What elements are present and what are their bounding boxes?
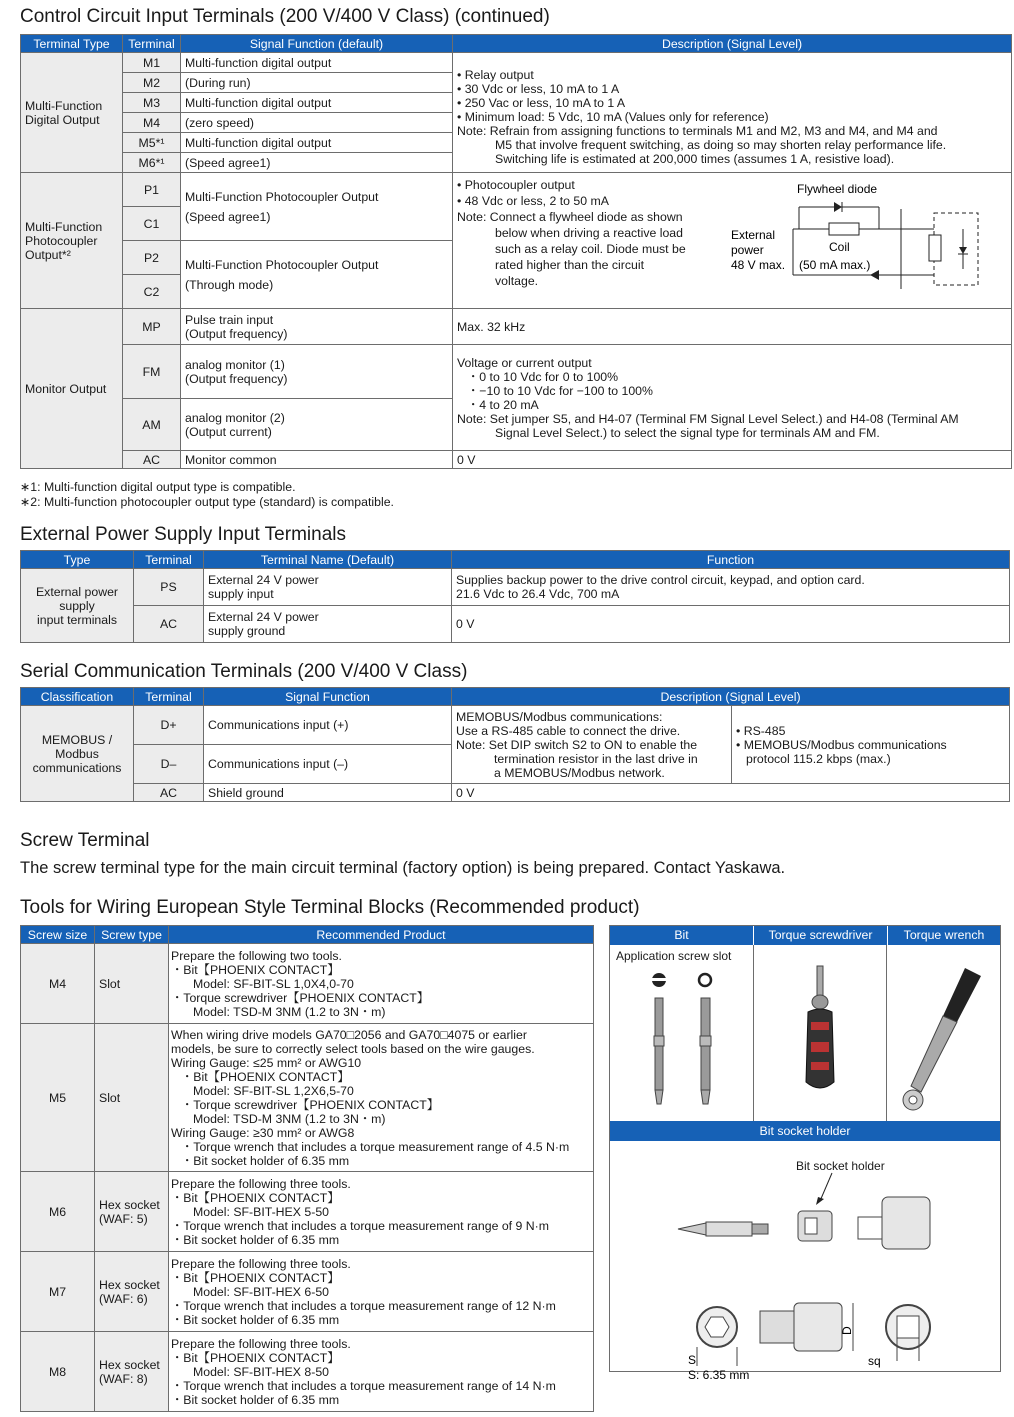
col-terminal: Terminal (134, 688, 204, 706)
col-classification: Classification (21, 688, 134, 706)
serial-table (20, 687, 1010, 802)
terminal-mp: MP (123, 309, 181, 345)
am-func: analog monitor (2) (Output current) (181, 399, 453, 451)
tools-row (21, 1332, 594, 1412)
mfdo-func: Multi-function digital output (181, 93, 453, 113)
terminal-m5: M5*¹ (123, 133, 181, 153)
monitor-desc: Voltage or current output ・0 to 10 Vdc for 0 to 100% ・−10 to 10 Vdc for −100 to 100% ・4 to 20 mA Note: Set jumper S5, and H4-07 (Terminal FM Signal Level Select.) and H4-08 (Terminal AM Signal Level Select.) to select the signal type for terminals AM and FM. (453, 345, 1012, 451)
dminus-func: Communications input (–) (204, 745, 452, 784)
terminal-ac: AC (134, 784, 204, 802)
terminal-c2: C2 (123, 275, 181, 309)
tools-row (21, 944, 594, 1024)
mfpo-type: Multi-Function Photocoupler Output*² (21, 173, 123, 309)
control-heading: Control Circuit Input Terminals (200 V/400 V Class) (continued) (20, 6, 550, 27)
recommended-product: Prepare the following two tools. ・Bit【PHOENIX CONTACT】 Model: SF-BIT-SL 1,0X4,0-70 ・Torque screwdriver【PHOENIX CONTACT】 Model: TSD-M 3NM (1.2 to 3N・m) (169, 944, 594, 1024)
mfdo-type: Multi-Function Digital Output (21, 53, 123, 173)
terminal-m6: M6*¹ (123, 153, 181, 173)
bit-socket-holder-image (610, 1151, 1000, 1382)
external-heading: External Power Supply Input Terminals (20, 524, 346, 545)
external-table (20, 550, 1010, 643)
mfdo-func: (zero speed) (181, 113, 453, 133)
screw-type: Slot (95, 944, 169, 1024)
screw-type: Hex socket (WAF: 6) (95, 1252, 169, 1332)
control-table (20, 34, 1012, 469)
ac-func: Monitor common (181, 451, 453, 469)
terminal-m2: M2 (123, 73, 181, 93)
mfdo-desc: • Relay output • 30 Vdc or less, 10 mA to 1 A • 250 Vac or less, 10 mA to 1 A • Minimum load: 5 Vdc, 10 mA (Values only for reference) Note: Refrain from assigning functions to terminals M1 and M2, M3 and M4, and M4 and M5 that involve frequent switching, as doing so may shorten relay performance life. Switching life is estimated at 200,000 times (assumes 1 A, resistive load). (453, 53, 1012, 173)
screw-size: M6 (21, 1172, 95, 1252)
terminal-m4: M4 (123, 113, 181, 133)
terminal-p2: P2 (123, 241, 181, 275)
terminal-c1: C1 (123, 207, 181, 241)
socket-label: Bit socket holder (796, 1159, 885, 1173)
mp-desc: Max. 32 kHz (453, 309, 1012, 345)
mfpo-func-2: Multi-Function Photocoupler Output (Through mode) (181, 241, 453, 309)
external-type: External power supply input terminals (21, 569, 134, 643)
col-screw-type: Screw type (95, 926, 169, 944)
tools-row (21, 1252, 594, 1332)
svg-text:power: power (731, 243, 764, 257)
screw-size: M7 (21, 1252, 95, 1332)
mfdo-func: (Speed agree1) (181, 153, 453, 173)
ac-func: 0 V (452, 606, 1010, 643)
torque-wrench-image (887, 962, 1001, 1122)
bit-socket-holder-header: Bit socket holder (610, 1121, 1000, 1141)
serial-desc-right: • RS-485 • MEMOBUS/Modbus communications protocol 115.2 kbps (max.) (732, 706, 1010, 784)
screw-type: Hex socket (WAF: 8) (95, 1332, 169, 1412)
screw-size: M5 (21, 1024, 95, 1172)
svg-text:S: 6.35 mm: S: 6.35 mm (688, 1368, 750, 1382)
svg-text:48 V max.: 48 V max. (731, 258, 786, 272)
mfdo-func: Multi-function digital output (181, 133, 453, 153)
recommended-product: Prepare the following three tools. ・Bit【PHOENIX CONTACT】 Model: SF-BIT-HEX 8-50 ・Torque wrench that includes a torque measurement range of 14 N·m ・Bit socket holder of 6.35 mm (169, 1332, 594, 1412)
terminal-ps: PS (134, 569, 204, 606)
bit-image (610, 962, 753, 1122)
col-terminal-name: Terminal Name (Default) (204, 551, 452, 569)
shield-func: Shield ground (204, 784, 452, 802)
col-terminal: Terminal (134, 551, 204, 569)
tool-images-panel (609, 925, 1001, 1382)
serial-heading: Serial Communication Terminals (200 V/400 V Class) (20, 661, 468, 682)
svg-text:Coil: Coil (829, 240, 850, 254)
col-function: Function (452, 551, 1010, 569)
terminal-p1: P1 (123, 173, 181, 207)
footnote-1: ∗1: Multi-function digital output type is compatible. (20, 480, 296, 494)
recommended-product: When wiring drive models GA70□2056 and GA70□4075 or earlier models, be sure to correctly select tools based on the wire gauges. Wiring Gauge: ≤25 mm² or AWG10 ・Bit【PHOENIX CONTACT】 Model: SF-BIT-SL 1,2X6,5-70 ・Torque screwdriver【PHOENIX CONTACT】 Model: TSD-M 3NM (1.2 to 3N・m) Wiring Gauge: ≥30 mm² or AWG8 ・Torque wrench that includes a torque measurement range of 4.5 N·m ・Bit socket holder of 6.35 mm (169, 1024, 594, 1172)
terminal-m1: M1 (123, 53, 181, 73)
mfpo-desc: • Photocoupler output • 48 Vdc or less, 2 to 50 mA Note: Connect a flywheel diode as shown below when driving a reactive load such as a relay coil. Diode must be rated higher than the circuit voltage. Flywheel diode Coil External power 48 V max. (50 mA max.) (453, 173, 1012, 309)
terminal-fm: FM (123, 345, 181, 399)
col-description: Description (Signal Level) (452, 688, 1010, 706)
col-terminal-type: Terminal Type (21, 35, 123, 53)
col-description: Description (Signal Level) (453, 35, 1012, 53)
ps-name: External 24 V power supply input (204, 569, 452, 606)
ps-func: Supplies backup power to the drive control circuit, keypad, and option card. 21.6 Vdc to 26.4 Vdc, 700 mA (452, 569, 1010, 606)
terminal-dminus: D– (134, 745, 204, 784)
svg-text:Flywheel diode: Flywheel diode (797, 182, 878, 196)
terminal-ac: AC (123, 451, 181, 469)
ac-desc: 0 V (453, 451, 1012, 469)
footnotes (20, 480, 394, 510)
svg-text:(50 mA max.): (50 mA max.) (799, 258, 871, 272)
svg-text:S: S (688, 1353, 697, 1367)
mfpo-func-1: Multi-Function Photocoupler Output (Speed agree1) (181, 173, 453, 241)
dplus-func: Communications input (+) (204, 706, 452, 745)
screw-size: M8 (21, 1332, 95, 1412)
svg-text:External: External (731, 228, 776, 242)
screw-size: M4 (21, 944, 95, 1024)
terminal-dplus: D+ (134, 706, 204, 745)
slot-label: Application screw slot (616, 949, 732, 963)
bit-header: Bit (610, 926, 754, 945)
screw-text: The screw terminal type for the main circuit terminal (factory option) is being prepared. Contact Yaskawa. (20, 859, 786, 877)
flywheel-diode-diagram (729, 179, 999, 299)
mp-func: Pulse train input (Output frequency) (181, 309, 453, 345)
recommended-product: Prepare the following three tools. ・Bit【PHOENIX CONTACT】 Model: SF-BIT-HEX 6-50 ・Torque wrench that includes a torque measurement range of 12 N·m ・Bit socket holder of 6.35 mm (169, 1252, 594, 1332)
terminal-m3: M3 (123, 93, 181, 113)
col-signal-function: Signal Function (204, 688, 452, 706)
col-type: Type (21, 551, 134, 569)
screw-type: Slot (95, 1024, 169, 1172)
mfdo-func: Multi-function digital output (181, 53, 453, 73)
footnote-2: ∗2: Multi-function photocoupler output type (standard) is compatible. (20, 495, 394, 509)
terminal-ac: AC (134, 606, 204, 643)
serial-desc-left: MEMOBUS/Modbus communications: Use a RS-485 cable to connect the drive. Note: Set DIP switch S2 to ON to enable the termination resistor in the last drive in a MEMOBUS/Modbus network. (452, 706, 732, 784)
screw-type: Hex socket (WAF: 5) (95, 1172, 169, 1252)
screw-heading: Screw Terminal (20, 830, 150, 851)
recommended-product: Prepare the following three tools. ・Bit【PHOENIX CONTACT】 Model: SF-BIT-HEX 5-50 ・Torque wrench that includes a torque measurement range of 9 N·m ・Bit socket holder of 6.35 mm (169, 1172, 594, 1252)
terminal-am: AM (123, 399, 181, 451)
col-screw-size: Screw size (21, 926, 95, 944)
torque-screwdriver-header: Torque screwdriver (754, 926, 888, 945)
tools-heading: Tools for Wiring European Style Terminal Blocks (Recommended product) (20, 897, 640, 918)
shield-desc: 0 V (452, 784, 1010, 802)
col-signal-function: Signal Function (default) (181, 35, 453, 53)
mfdo-func: (During run) (181, 73, 453, 93)
torque-wrench-header: Torque wrench (903, 928, 985, 942)
tools-row (21, 1024, 594, 1172)
ac-name: External 24 V power supply ground (204, 606, 452, 643)
monitor-type: Monitor Output (21, 309, 123, 469)
torque-screwdriver-image (754, 962, 887, 1122)
svg-text:D: D (840, 1326, 854, 1335)
tools-row (21, 1172, 594, 1252)
serial-classification: MEMOBUS / Modbus communications (21, 706, 134, 802)
col-recommended-product: Recommended Product (169, 926, 594, 944)
col-terminal: Terminal (123, 35, 181, 53)
fm-func: analog monitor (1) (Output frequency) (181, 345, 453, 399)
tools-table (20, 925, 594, 1412)
svg-text:sq: sq (868, 1354, 881, 1368)
